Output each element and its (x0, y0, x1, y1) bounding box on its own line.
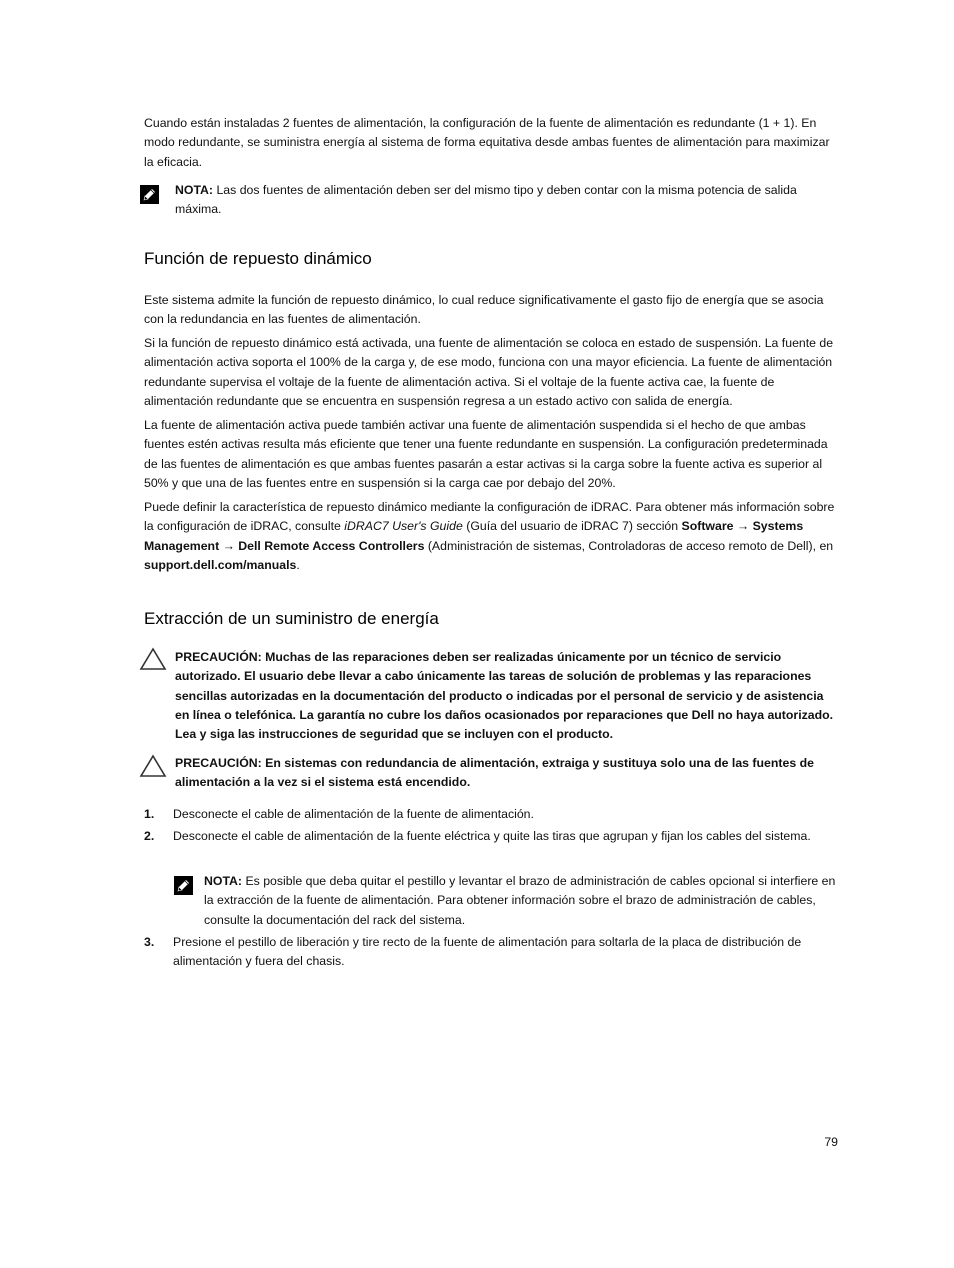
step-number: 2. (144, 829, 155, 843)
paragraph-repuesto-3: La fuente de alimentación activa puede también activar una fuente de alimentación suspendida si el hecho de que ambas fuentes estén activas resulta más eficiente que tener una fuente redundante en suspensión. La configuración predeterminada de las fuentes de alimentación es que ambas fuentes pasarán a estar activas si la carga sobre la fuente activa es superior al 50% y que una de las fuentes entre en suspensión si la carga cae por debajo del 20%. (144, 418, 828, 490)
note-pencil-icon (174, 876, 193, 895)
paragraph-repuesto-4 (144, 498, 840, 575)
note-label: NOTA: (175, 183, 214, 197)
caution-triangle-icon (139, 754, 167, 778)
intro-note (175, 181, 840, 220)
step-number: 3. (144, 935, 155, 949)
step-text: Desconecte el cable de alimentación de la fuente de alimentación. (173, 807, 534, 821)
note-body: Las dos fuentes de alimentación deben ser del mismo tipo y deben contar con la misma potencia de salida máxima. (175, 183, 797, 217)
page-number: 79 (824, 1135, 838, 1149)
section-heading-repuesto: Función de repuesto dinámico (144, 249, 372, 268)
paragraph-repuesto-1: Este sistema admite la función de repuesto dinámico, lo cual reduce significativamente el gasto fijo de energía que se asocia con la redundancia en las fuentes de alimentación. (144, 293, 824, 327)
caution-1: PRECAUCIÓN: Muchas de las reparaciones deben ser realizadas únicamente por un técnico de servicio autorizado. El usuario debe llevar a cabo únicamente las tareas de solución de problemas y las reparaciones sencillas autorizadas en la documentación del producto o indicadas por el personal de servicio y de asistencia en línea o telefónica. La garantía no cubre los daños ocasionados por reparaciones que Dell no haya autorizado. Lea y siga las instrucciones de seguridad que se incluyen con el producto. (175, 650, 834, 742)
note-pencil-icon (140, 185, 159, 204)
p4-text-b: (Guía del usuario de iDRAC 7) sección (462, 519, 682, 534)
p4-text-c: (Administración de sistemas, Controladoras de acceso remoto de Dell), en (424, 538, 834, 553)
caution-triangle-icon (139, 647, 167, 671)
step-number: 1. (144, 807, 155, 821)
section-heading-extraccion: Extracción de un suministro de energía (144, 609, 439, 628)
guide-title: iDRAC7 User's Guide (344, 519, 463, 534)
paragraph-repuesto-2: Si la función de repuesto dinámico está activada, una fuente de alimentación se coloca en estado de suspensión. La fuente de alimentación activa soporta el 100% de la carga y, de ese modo, funciona con una mayor eficiencia. La fuente de alimentación redundante supervisa el voltaje de la fuente de alimentación activa. Si el voltaje de la fuente activa cae, la fuente de alimentación redundante que se encuentra en suspensión regresa a un estado activo con salida de energía. (144, 336, 834, 408)
p4-text-d: . (296, 557, 300, 572)
note-label: NOTA: (204, 874, 243, 888)
step-text: Presione el pestillo de liberación y tire recto de la fuente de alimentación para soltarla de la placa de distribución de alimentación y fuera del chasis. (173, 935, 802, 969)
caution-2: PRECAUCIÓN: En sistemas con redundancia de alimentación, extraiga y sustituya solo una de las fuentes de alimentación a la vez si el sistema está encendido. (175, 756, 814, 790)
support-link[interactable]: support.dell.com/manuals (144, 557, 297, 572)
note-body: Es posible que deba quitar el pestillo y levantar el brazo de administración de cables opcional si interfiere en la extracción de la fuente de alimentación. Para obtener información sobre el brazo de administración de cables, consulte la documentación del rack del sistema. (204, 874, 836, 927)
step-text: Desconecte el cable de alimentación de la fuente eléctrica y quite las tiras que agrupan y fijan los cables del sistema. (173, 829, 811, 843)
p4-text-a: Puede definir la característica de repuesto dinámico mediante la configuración de iDRAC. Para obtener más información sobre la configuración de iDRAC, consulte (144, 500, 835, 534)
intro-paragraph: Cuando están instaladas 2 fuentes de alimentación, la configuración de la fuente de alimentación es redundante (1 + 1). En modo redundante, se suministra energía al sistema de forma equitativa desde ambas fuentes de alimentación para maximizar la eficacia. (144, 116, 830, 169)
step2-note (204, 872, 840, 930)
menu-path: Software → Systems Management → Dell Remote Access Controllers (144, 519, 804, 553)
